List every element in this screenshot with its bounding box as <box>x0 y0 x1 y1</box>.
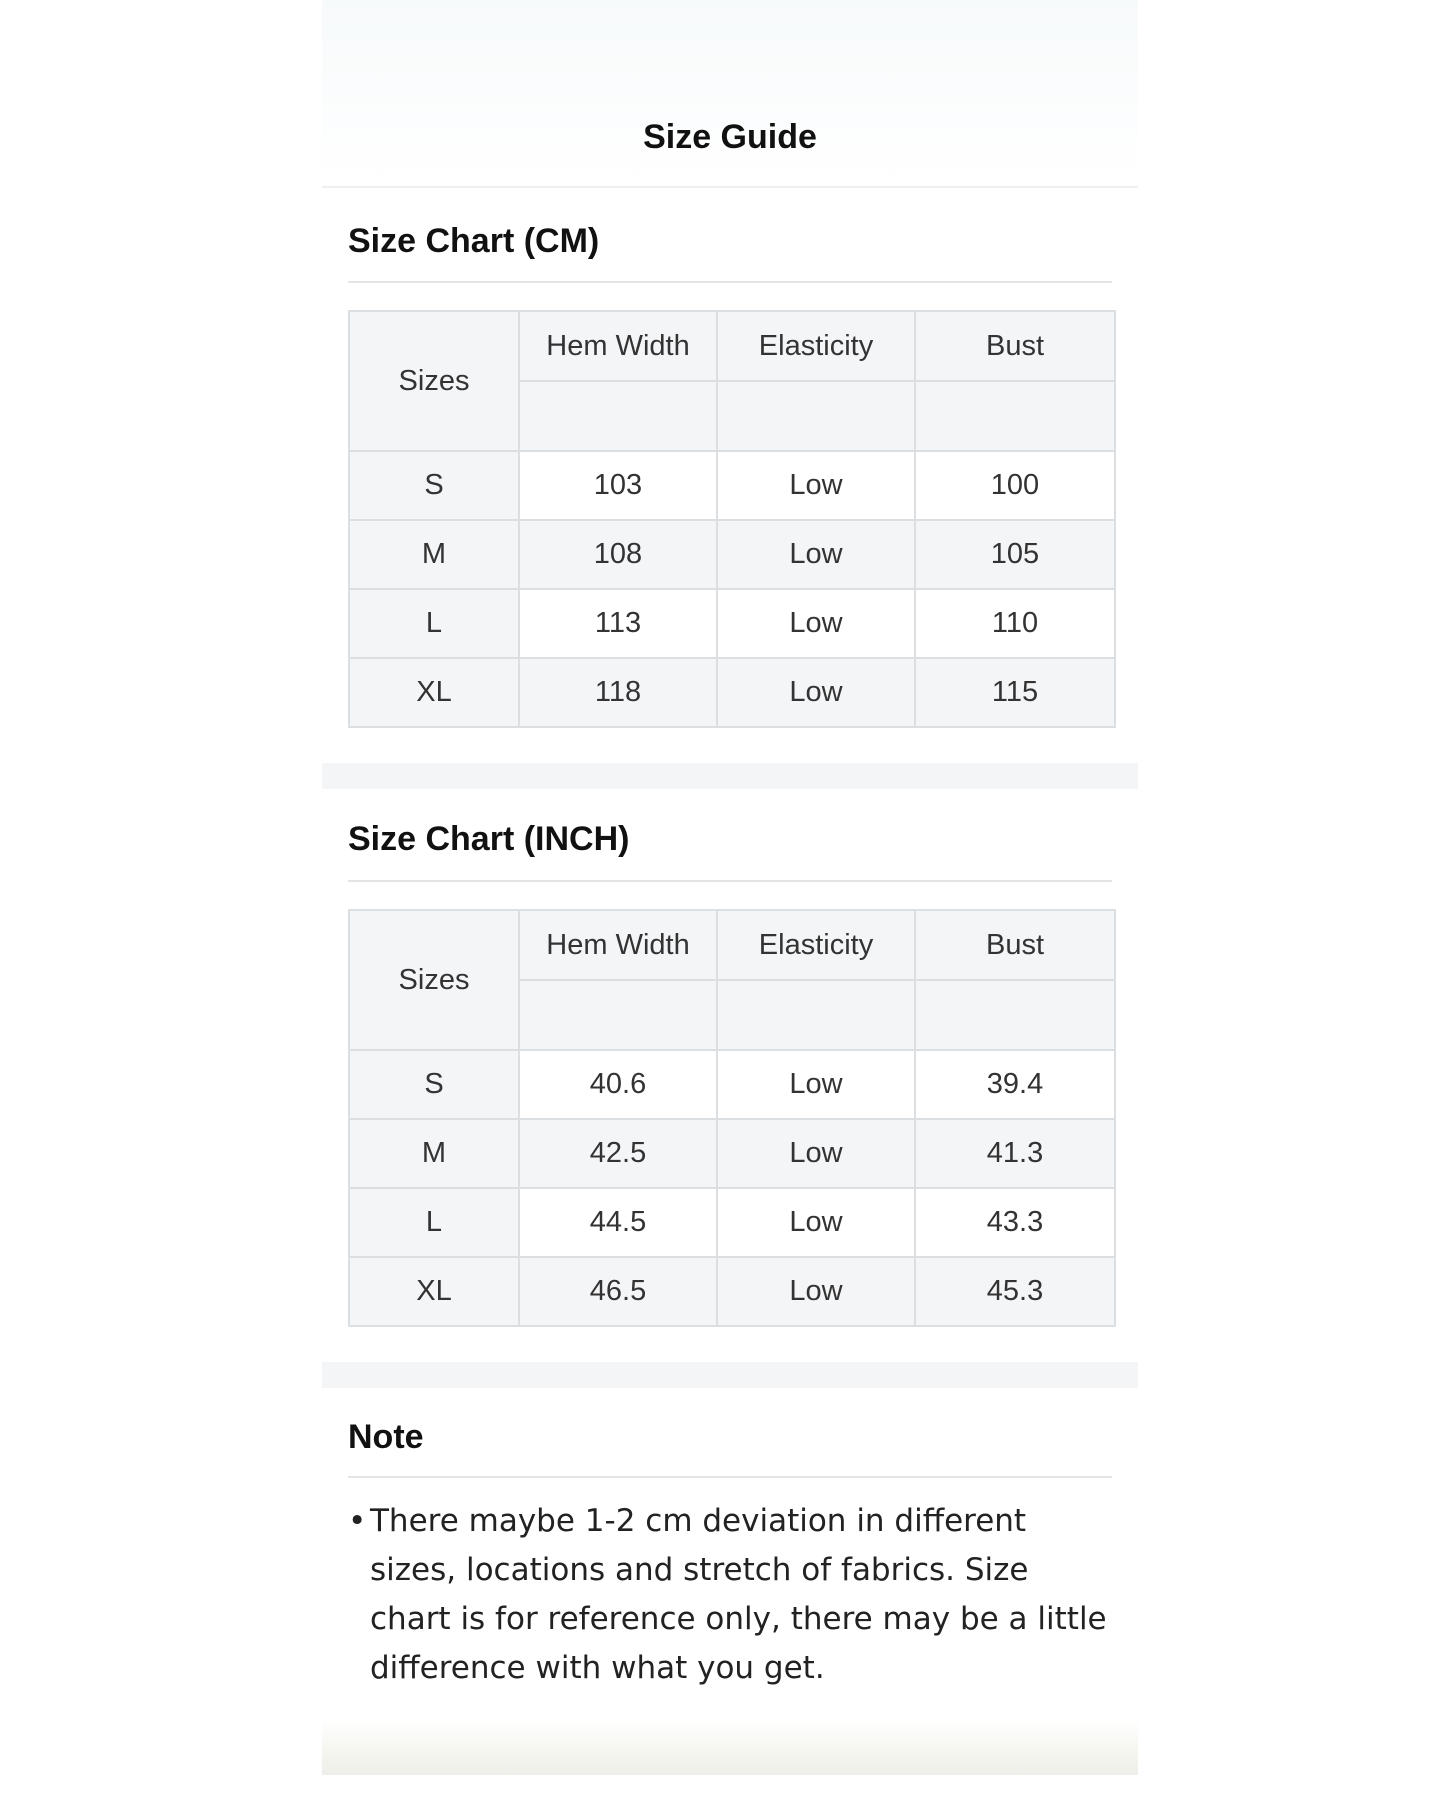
cm-size-table <box>348 310 1116 728</box>
note-text: There maybe 1-2 cm deviation in different sizes, locations and stretch of fabrics. Size chart is for reference only, there may be a little difference with what you get. <box>370 1503 1107 1686</box>
table-row <box>349 1188 1115 1257</box>
table-row <box>349 520 1115 589</box>
header-hem-width: Hem Width <box>519 910 717 980</box>
bust-cell: 105 <box>915 520 1115 589</box>
elasticity-cell: Low <box>717 1257 915 1326</box>
size-cell: XL <box>349 658 519 727</box>
note-title: Note <box>348 1418 424 1456</box>
size-cell: M <box>349 1119 519 1188</box>
table-row <box>349 451 1115 520</box>
size-cell: M <box>349 520 519 589</box>
header-hem-width-unit <box>519 381 717 451</box>
elasticity-cell: Low <box>717 1119 915 1188</box>
section-spacer <box>322 1362 1138 1388</box>
elasticity-cell: Low <box>717 1188 915 1257</box>
size-cell: S <box>349 1050 519 1119</box>
elasticity-cell: Low <box>717 520 915 589</box>
size-cell: L <box>349 1188 519 1257</box>
table-row <box>349 1119 1115 1188</box>
header-hem-width-unit <box>519 980 717 1050</box>
bust-cell: 39.4 <box>915 1050 1115 1119</box>
header-bust: Bust <box>915 311 1115 381</box>
page-header <box>322 0 1138 188</box>
bust-cell: 115 <box>915 658 1115 727</box>
elasticity-cell: Low <box>717 658 915 727</box>
inch-chart-title: Size Chart (INCH) <box>348 820 630 858</box>
section-divider <box>348 281 1112 283</box>
size-guide-panel <box>322 0 1138 1775</box>
cm-chart-title: Size Chart (CM) <box>348 222 600 260</box>
header-elasticity-unit <box>717 980 915 1050</box>
note-item <box>348 1497 1118 1693</box>
bust-cell: 110 <box>915 589 1115 658</box>
inch-size-table <box>348 909 1116 1327</box>
section-spacer <box>322 763 1138 789</box>
note-list <box>348 1497 1118 1693</box>
hem-width-cell: 44.5 <box>519 1188 717 1257</box>
size-cell: L <box>349 589 519 658</box>
table-row <box>349 658 1115 727</box>
section-divider <box>348 1476 1112 1478</box>
hem-width-cell: 113 <box>519 589 717 658</box>
bullet-icon: • <box>348 1503 367 1539</box>
bust-cell: 41.3 <box>915 1119 1115 1188</box>
section-divider <box>348 880 1112 882</box>
header-bust-unit <box>915 980 1115 1050</box>
header-sizes: Sizes <box>349 910 519 1050</box>
elasticity-cell: Low <box>717 1050 915 1119</box>
bust-cell: 100 <box>915 451 1115 520</box>
hem-width-cell: 103 <box>519 451 717 520</box>
bust-cell: 43.3 <box>915 1188 1115 1257</box>
hem-width-cell: 108 <box>519 520 717 589</box>
size-cell: S <box>349 451 519 520</box>
header-bust: Bust <box>915 910 1115 980</box>
elasticity-cell: Low <box>717 589 915 658</box>
page-title: Size Guide <box>643 118 817 156</box>
hem-width-cell: 118 <box>519 658 717 727</box>
header-elasticity: Elasticity <box>717 910 915 980</box>
size-cell: XL <box>349 1257 519 1326</box>
table-row <box>349 1050 1115 1119</box>
header-sizes: Sizes <box>349 311 519 451</box>
elasticity-cell: Low <box>717 451 915 520</box>
header-elasticity: Elasticity <box>717 311 915 381</box>
hem-width-cell: 42.5 <box>519 1119 717 1188</box>
hem-width-cell: 40.6 <box>519 1050 717 1119</box>
hem-width-cell: 46.5 <box>519 1257 717 1326</box>
bust-cell: 45.3 <box>915 1257 1115 1326</box>
header-bust-unit <box>915 381 1115 451</box>
header-elasticity-unit <box>717 381 915 451</box>
table-row <box>349 589 1115 658</box>
bottom-fade <box>322 1720 1138 1775</box>
header-hem-width: Hem Width <box>519 311 717 381</box>
table-row <box>349 1257 1115 1326</box>
